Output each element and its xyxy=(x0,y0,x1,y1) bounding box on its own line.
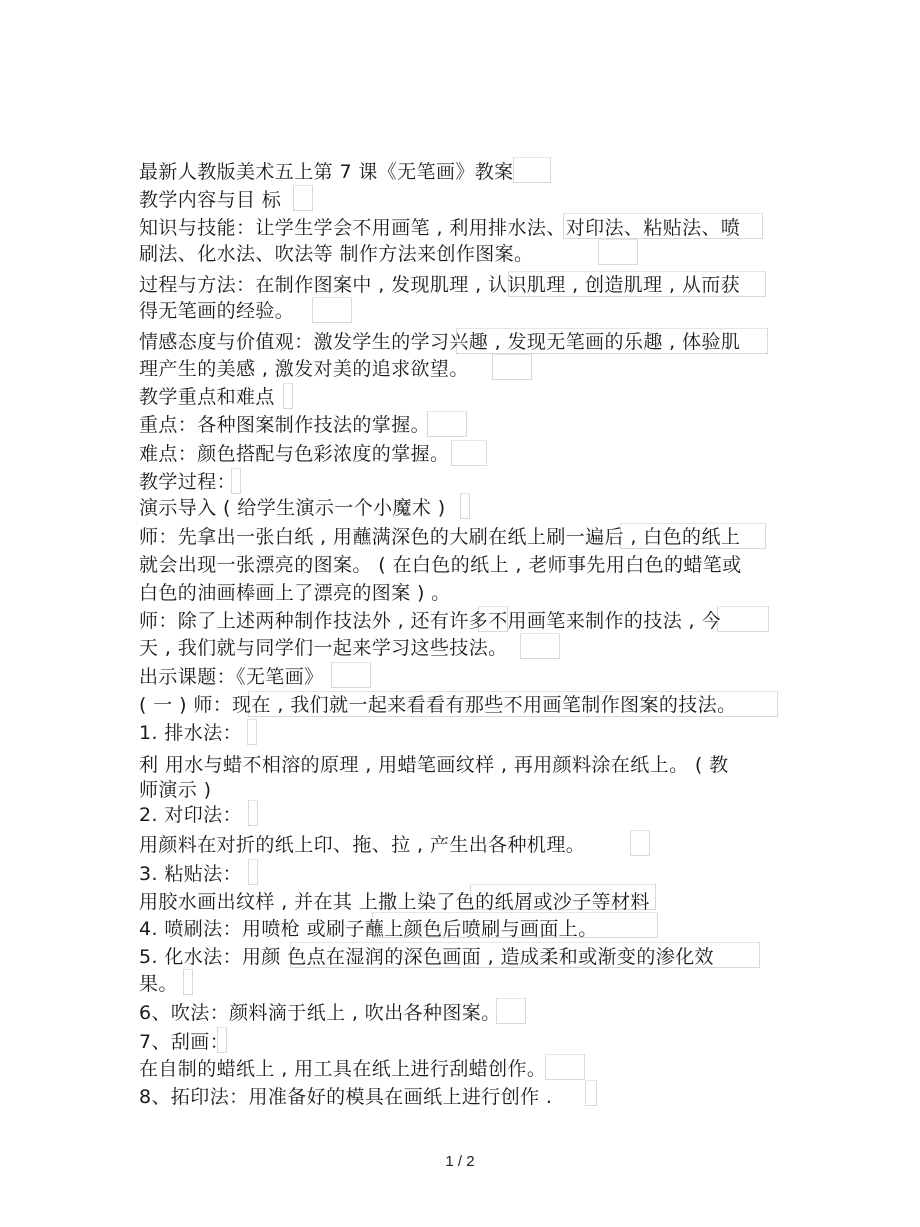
text-line: 天 , 我们就与同学们一起来学习这些技法。 xyxy=(139,637,508,659)
text-box-outline xyxy=(451,440,487,466)
text-box-outline xyxy=(248,859,258,885)
text-line: 果。 xyxy=(139,973,178,995)
text-box-outline xyxy=(331,662,371,688)
text-box-outline xyxy=(630,830,650,856)
text-box-outline xyxy=(520,633,560,659)
text-box-outline xyxy=(283,383,293,409)
document-title: 最新人教版美术五上第 7 课《无笔画》教案 xyxy=(139,161,514,183)
text-box-outline xyxy=(585,1080,597,1106)
text-box-outline xyxy=(492,354,532,380)
text-line: 在自制的蜡纸上 , 用工具在纸上进行刮蜡创作。 xyxy=(139,1058,547,1080)
text-box-outline xyxy=(183,969,193,995)
section-heading: 教学内容与目 标 xyxy=(139,189,282,211)
text-line: 难点：颜色搭配与色彩浓度的掌握。 xyxy=(139,443,450,465)
text-box-outline xyxy=(293,185,313,211)
text-line: 得无笔画的经验。 xyxy=(139,300,295,322)
text-box-outline xyxy=(312,297,352,323)
text-line: 重点：各种图案制作技法的掌握。 xyxy=(139,414,431,436)
text-line: 4. 喷刷法：用喷枪 或刷子蘸上颜色后喷刷与画面上。 xyxy=(139,918,598,940)
text-box-outline xyxy=(247,719,257,745)
text-line: 用胶水画出纹样 , 并在其 上撒上染了色的纸屑或沙子等材料 xyxy=(139,891,650,913)
text-line: 情感态度与价值观：激发学生的学习兴趣 , 发现无笔画的乐趣 , 体验肌 xyxy=(139,331,741,353)
text-box-outline xyxy=(513,157,551,183)
text-box-outline xyxy=(460,493,470,519)
text-line: 知识与技能：让学生学会不用画笔 , 利用排水法、对印法、粘贴法、喷 xyxy=(139,217,741,239)
text-line: 5. 化水法：用颜 色点在湿润的深色画面 , 造成柔和或渐变的渗化效 xyxy=(139,946,714,968)
section-heading: 教学过程： xyxy=(139,471,237,493)
text-box-outline xyxy=(545,1054,585,1080)
text-line: 师：先拿出一张白纸 , 用蘸满深色的大刷在纸上刷一遍后 , 白色的纸上 xyxy=(139,526,741,548)
section-heading: 教学重点和难点 xyxy=(139,386,275,408)
text-box-outline xyxy=(248,800,258,826)
text-line: 6、吹法：颜料滴于纸上 , 吹出各种图案。 xyxy=(139,1002,501,1024)
text-box-outline xyxy=(717,606,769,632)
text-box-outline xyxy=(598,239,638,265)
text-line: 出示课题：《无笔画》 xyxy=(139,666,324,688)
text-line: ( 一 ) 师：现在 , 我们就一起来看看有那些不用画笔制作图案的技法。 xyxy=(139,694,737,716)
text-line: 就会出现一张漂亮的图案。 ( 在白色的纸上 , 老师事先用白色的蜡笔或 xyxy=(139,554,742,576)
text-line: 师：除了上述两种制作技法外 , 还有许多不用画笔来制作的技法 , 今 xyxy=(139,610,721,632)
text-line: 演示导入 ( 给学生演示一个小魔术 ) xyxy=(139,497,446,519)
list-item-heading: 3. 粘贴法： xyxy=(139,863,242,885)
text-line: 8、拓印法：用准备好的模具在画纸上进行创作 . xyxy=(139,1086,553,1108)
list-item-heading: 7、刮画： xyxy=(139,1031,230,1053)
text-line: 过程与方法：在制作图案中 , 发现肌理 , 认识肌理 , 创造肌理 , 从而获 xyxy=(139,274,741,296)
list-item-heading: 2. 对印法： xyxy=(139,804,242,826)
text-line: 理产生的美感 , 激发对美的追求欲望。 xyxy=(139,358,469,380)
text-line: 用颜料在对折的纸上印、拖、拉 , 产生出各种机理。 xyxy=(139,834,586,856)
text-line: 利 用水与蜡不相溶的原理 , 用蜡笔画纹样 , 再用颜料涂在纸上。 ( 教 xyxy=(139,754,729,776)
list-item-heading: 1. 排水法： xyxy=(139,722,242,744)
text-box-outline xyxy=(427,411,467,437)
text-line: 刷法、化水法、吹法等 制作方法来创作图案。 xyxy=(139,243,534,265)
text-line: 师演示 ) xyxy=(139,779,212,801)
page-number: 1 / 2 xyxy=(445,1153,475,1170)
text-line: 白色的油画棒画上了漂亮的图案 ) 。 xyxy=(139,582,451,604)
